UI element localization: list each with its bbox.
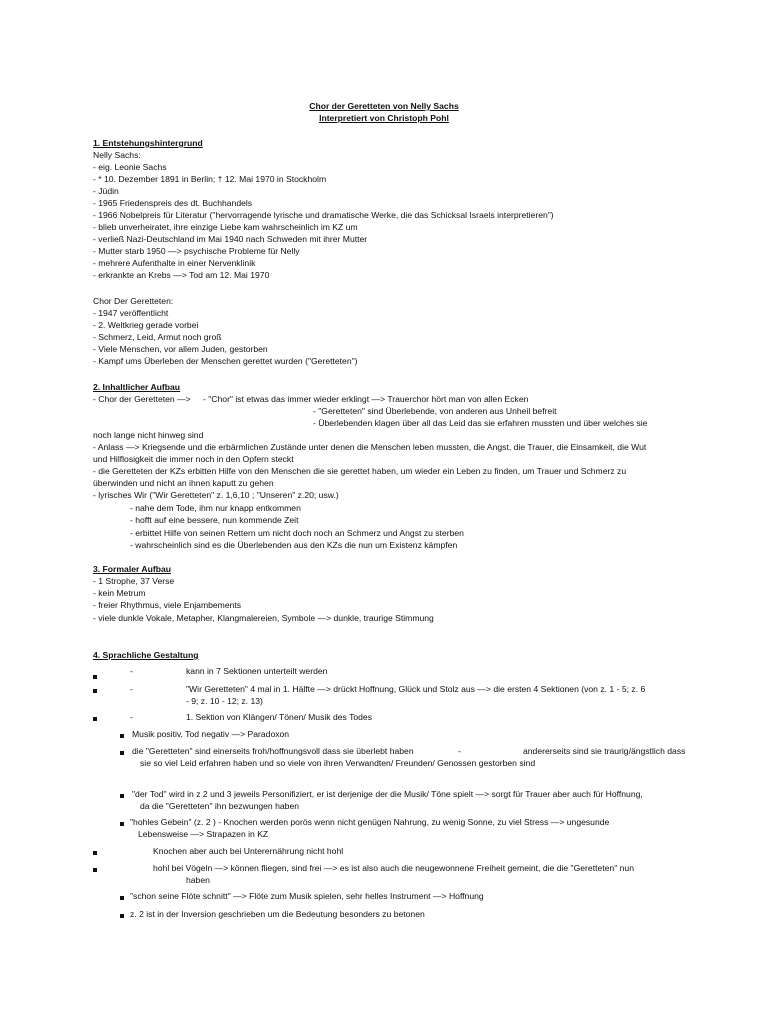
text-line: Musik positiv, Tod negativ —> Paradoxon: [132, 729, 290, 739]
text-line: - eig. Leonie Sachs: [93, 162, 167, 172]
text-line: noch lange nicht hinweg sind: [93, 430, 204, 440]
text-line: - Chor der Geretteten —>: [93, 394, 191, 404]
section-3-heading: 3. Formaler Aufbau: [93, 564, 171, 574]
bullet-square-icon: [120, 896, 124, 900]
bullet-square-icon: [93, 851, 97, 855]
text-line: - Viele Menschen, vor allem Juden, gestorben: [93, 344, 268, 354]
section-4-heading: 4. Sprachliche Gestaltung: [93, 650, 199, 660]
text-line: - Kampf ums Überleben der Menschen gerettet wurden ("Geretteten"): [93, 356, 358, 366]
text-line: - lyrisches Wir ("Wir Geretteten" z. 1,6,10 ; "Unseren" z.20; usw.): [93, 490, 339, 500]
bullet-square-icon: [120, 734, 124, 738]
text-line: Lebensweise —> Strapazen in KZ: [138, 829, 269, 839]
text-line: - verließ Nazi-Deutschland im Mai 1940 nach Schweden mit ihrer Mutter: [93, 234, 368, 244]
text-line: andererseits sind sie traurig/ängstlich dass: [523, 746, 686, 756]
text-line: - wahrscheinlich sind es die Überlebenden aus den KZs die nun um Existenz kämpfen: [130, 540, 458, 550]
bullet-square-icon: [93, 689, 97, 693]
section-1-heading: 1. Entstehungshintergrund: [93, 138, 203, 148]
section-2-heading: 2. Inhaltlicher Aufbau: [93, 382, 181, 392]
text-line: "hohles Gebein" (z. 2 ) - Knochen werden porös wenn nicht genügen Nahrung, zu wenig Sonne, zu viel Stress —> ungesunde: [130, 817, 610, 827]
text-line: - 1966 Nobelpreis für Literatur ("hervorragende lyrische und dramatische Werke, die das Schicksal Israels interpretieren"): [93, 210, 554, 220]
text-line: - 1947 veröffentlicht: [93, 308, 169, 318]
bullet-square-icon: [93, 675, 97, 679]
document-subtitle: Interpretiert von Christoph Pohl: [319, 113, 449, 123]
text-line: - 1965 Friedenspreis des dt. Buchhandels: [93, 198, 253, 208]
text-line: Nelly Sachs:: [93, 150, 141, 160]
text-line: - * 10. Dezember 1891 in Berlin; † 12. Mai 1970 in Stockholm: [93, 174, 327, 184]
text-line: - die Geretteten der KZs erbitten Hilfe von den Menschen die sie gerettet haben, um wieder ein Leben zu finden, um Trauer und Schmerz zu: [93, 466, 627, 476]
text-line: - erbittet Hilfe von seinen Rettern um nicht doch noch an Schmerz und Angst zu sterben: [130, 528, 464, 538]
text-line: - "Geretteten" sind Überlebende, von anderen aus Unheil befreit: [313, 406, 557, 416]
text-dash: -: [130, 684, 133, 694]
bullet-square-icon: [120, 822, 124, 826]
text-line: "schon seine Flöte schnitt" —> Flöte zum Musik spielen, sehr helles Instrument —> Hoffnung: [130, 891, 484, 901]
text-line: - kein Metrum: [93, 588, 146, 598]
bullet-square-icon: [120, 794, 124, 798]
text-line: und Hilflosigkeit die immer noch in den Opfern steckt: [93, 454, 294, 464]
text-line: - Überlebenden klagen über all das Leid das sie erfahren mussten und über welches sie: [313, 418, 648, 428]
text-line: kann in 7 Sektionen unterteilt werden: [186, 666, 328, 676]
bullet-square-icon: [93, 717, 97, 721]
text-line: da die "Geretteten" ihn bezwungen haben: [140, 801, 299, 811]
text-line: - Anlass —> Kriegsende und die erbärmlichen Zustände unter denen die Menschen leben mussten, die Angst, die Trauer, die Einsamkeit, die Wut: [93, 442, 647, 452]
text-line: - 2. Weltkrieg gerade vorbei: [93, 320, 199, 330]
bullet-square-icon: [120, 751, 124, 755]
text-line: - hofft auf eine bessere, nun kommende Zeit: [130, 515, 299, 525]
text-line: die "Geretteten" sind einerseits froh/hoffnungsvoll dass sie überlebt haben: [132, 746, 414, 756]
text-line: - Schmerz, Leid, Armut noch groß: [93, 332, 222, 342]
text-dash: -: [130, 712, 133, 722]
text-line: Knochen aber auch bei Unterernährung nicht hohl: [153, 846, 344, 856]
text-line: - viele dunkle Vokale, Metapher, Klangmalereien, Symbole —> dunkle, traurige Stimmung: [93, 613, 434, 623]
text-line: überwinden und nicht an ihnen kaputt zu gehen: [93, 478, 274, 488]
text-dash: -: [458, 746, 461, 756]
text-line: sie so viel Leid erfahren haben und so viele von ihren Verwandten/ Freunden/ Genossen gestorben sind: [140, 758, 536, 768]
bullet-square-icon: [120, 914, 124, 918]
text-line: - mehrere Aufenthalte in einer Nervenklinik: [93, 258, 256, 268]
text-line: - 1 Strophe, 37 Verse: [93, 576, 175, 586]
text-line: Chor Der Geretteten:: [93, 296, 174, 306]
text-line: - Mutter starb 1950 —> psychische Probleme für Nelly: [93, 246, 300, 256]
text-line: hohl bei Vögeln —> können fliegen, sind frei —> es ist also auch die neugewonnene Freiheit gemeint, die die "Geretteten" nun: [153, 863, 634, 873]
text-line: 1. Sektion von Klängen/ Tönen/ Musik des Todes: [186, 712, 372, 722]
text-line: - nahe dem Tode, ihm nur knapp entkommen: [130, 503, 301, 513]
bullet-square-icon: [93, 868, 97, 872]
document-title: Chor der Geretteten von Nelly Sachs: [309, 101, 459, 111]
text-line: - freier Rhythmus, viele Enjambements: [93, 600, 242, 610]
text-line: - blieb unverheiratet, ihre einzige Liebe kam wahrscheinlich im KZ um: [93, 222, 358, 232]
text-line: "Wir Geretteten" 4 mal in 1. Hälfte —> drückt Hoffnung, Glück und Stolz aus —> die ersten 4 Sektionen (von z. 1 - 5; z. 6: [186, 684, 646, 694]
text-line: z. 2 ist in der Inversion geschrieben um die Bedeutung besonders zu betonen: [130, 909, 425, 919]
text-line: - "Chor" ist etwas das immer wieder erklingt —> Trauerchor hört man von allen Ecken: [203, 394, 529, 404]
text-line: - erkrankte an Krebs —> Tod am 12. Mai 1970: [93, 270, 270, 280]
text-line: - Jüdin: [93, 186, 119, 196]
text-line: "der Tod" wird in z 2 und 3 jeweils Personifiziert, er ist derjenige der die Musik/ Töne spielt —> sorgt für Trauer aber auch für Hoffnung,: [132, 789, 643, 799]
text-dash: -: [130, 666, 133, 676]
text-line: haben: [186, 875, 210, 885]
text-line: - 9; z. 10 - 12; z. 13): [186, 696, 263, 706]
